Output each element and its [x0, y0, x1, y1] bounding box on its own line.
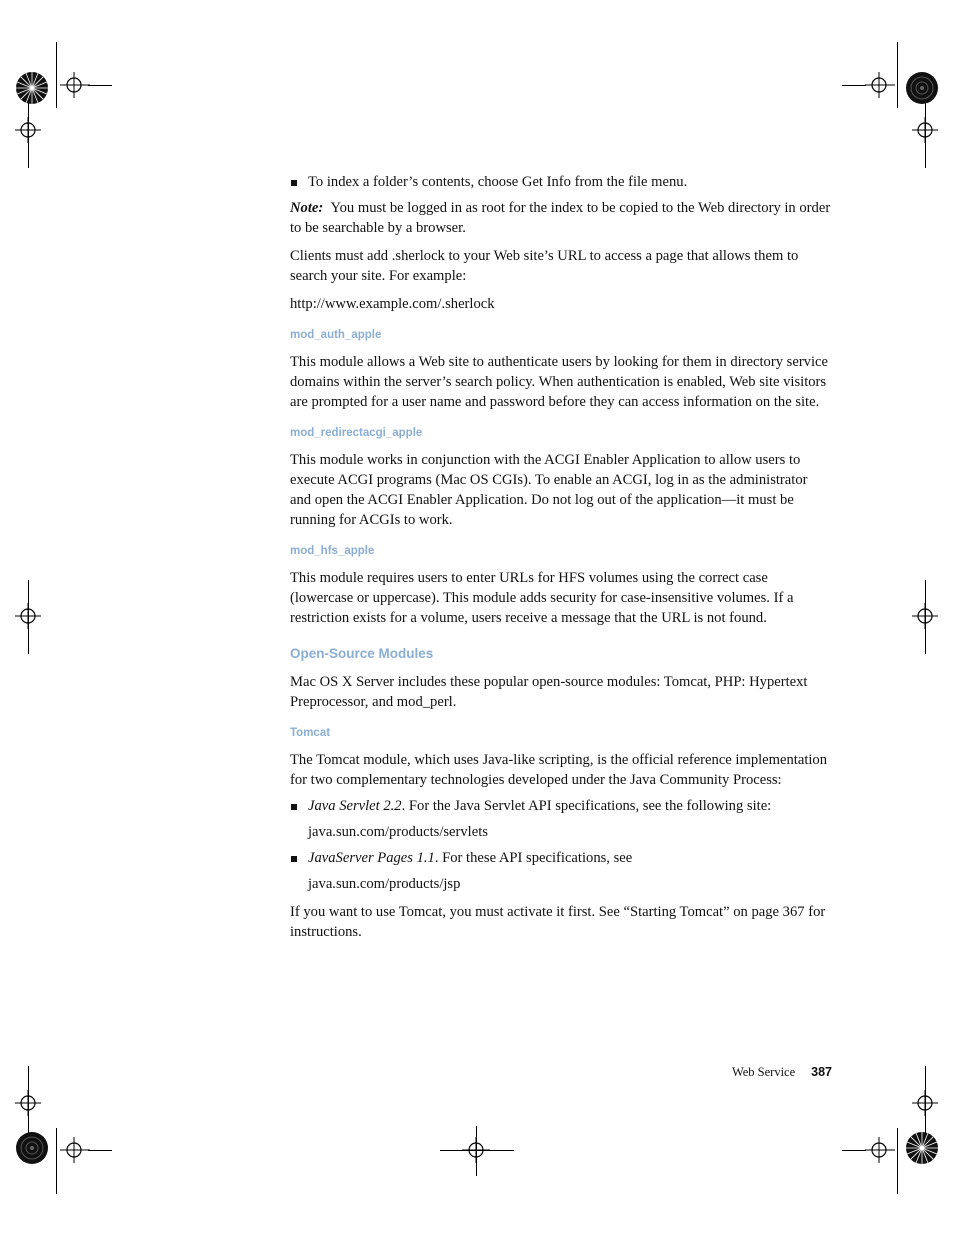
servlet-text: . For the Java Servlet API specifications, see the following site:: [401, 798, 772, 814]
page-footer: [700, 1064, 832, 1080]
star-target-icon: [15, 1131, 49, 1165]
crop-line: [842, 85, 866, 86]
section-heading: mod_auth_apple: [290, 329, 382, 341]
registration-mark-icon: [912, 603, 938, 629]
jsp-title: JavaServer Pages 1.1: [308, 850, 435, 866]
bullet-square-icon: [291, 180, 297, 186]
crop-line: [897, 42, 898, 108]
crop-line: [56, 42, 57, 108]
bullet-square-icon: [291, 856, 297, 862]
jsp-url: java.sun.com/products/jsp: [308, 876, 461, 892]
section-heading: Tomcat: [290, 727, 331, 739]
subsection-heading: Open-Source Modules: [290, 646, 434, 661]
example-url: http://www.example.com/.sherlock: [290, 296, 495, 312]
crop-line: [88, 85, 112, 86]
footer-section-title: Web Service: [731, 1065, 796, 1079]
note-label: Note:: [290, 200, 324, 216]
registration-mark-icon: [15, 603, 41, 629]
page-number: 387: [811, 1065, 832, 1079]
registration-mark-icon: [912, 1090, 938, 1116]
body-paragraph: Mac OS X Server includes these popular open-source modules: Tomcat, PHP: Hypertext Preprocessor, and mod_perl.: [290, 674, 808, 710]
crop-line: [897, 1128, 898, 1194]
crop-line: [842, 1150, 866, 1151]
body-paragraph: The Tomcat module, which uses Java-like scripting, is the official reference implementation for two complementary technologies developed under the Java Community Process:: [290, 752, 828, 788]
body-paragraph: This module allows a Web site to authenticate users by looking for them in directory service domains within the server’s search policy. When authentication is enabled, Web site visitors are prompted for a user name and password before they can access information on the site.: [290, 354, 828, 410]
body-paragraph: If you want to use Tomcat, you must activate it first. See “Starting Tomcat” on page 367 for instructions.: [290, 904, 826, 940]
registration-mark-icon: [865, 72, 895, 98]
bullet-item: [290, 796, 832, 816]
section-heading: mod_redirectacgi_apple: [290, 427, 423, 439]
note-text: You must be logged in as root for the index to be copied to the Web directory in order to be searchable by a browser.: [290, 200, 831, 236]
registration-mark-icon: [15, 117, 41, 143]
body-paragraph: This module works in conjunction with the ACGI Enabler Application to allow users to execute ACGI programs (Mac OS CGIs). To enable an ACGI, log in as the administrator and open the ACGI Enabler Application. Do not log out of the application—it must be running for ACGIs to work.: [290, 452, 808, 528]
bullet-square-icon: [291, 804, 297, 810]
page-body: [290, 172, 832, 950]
bullet-item: [290, 848, 832, 868]
star-target-icon: [15, 71, 49, 105]
bullet-item: [290, 172, 832, 192]
registration-mark-icon: [912, 117, 938, 143]
registration-mark-icon: [15, 1090, 41, 1116]
jsp-text: . For these API specifications, see: [434, 850, 633, 866]
bullet-text: To index a folder’s contents, choose Get Info from the file menu.: [308, 174, 688, 190]
crop-line: [440, 1150, 514, 1151]
servlet-url: java.sun.com/products/servlets: [308, 824, 488, 840]
body-paragraph: Clients must add .sherlock to your Web site’s URL to access a page that allows them to search your site. For example:: [290, 248, 799, 284]
star-target-icon: [905, 71, 939, 105]
crop-line: [88, 1150, 112, 1151]
body-paragraph: This module requires users to enter URLs for HFS volumes using the correct case (lowercase or uppercase). This module adds security for case-insensitive volumes. If a restriction exists for a volume, users receive a message that the URL is not found.: [290, 570, 794, 626]
servlet-title: Java Servlet 2.2: [308, 798, 402, 814]
registration-mark-icon: [60, 72, 90, 98]
star-target-icon: [905, 1131, 939, 1165]
note-paragraph: [290, 198, 832, 238]
registration-mark-icon: [865, 1137, 895, 1163]
section-heading: mod_hfs_apple: [290, 545, 375, 557]
registration-mark-icon: [60, 1137, 90, 1163]
crop-line: [56, 1128, 57, 1194]
